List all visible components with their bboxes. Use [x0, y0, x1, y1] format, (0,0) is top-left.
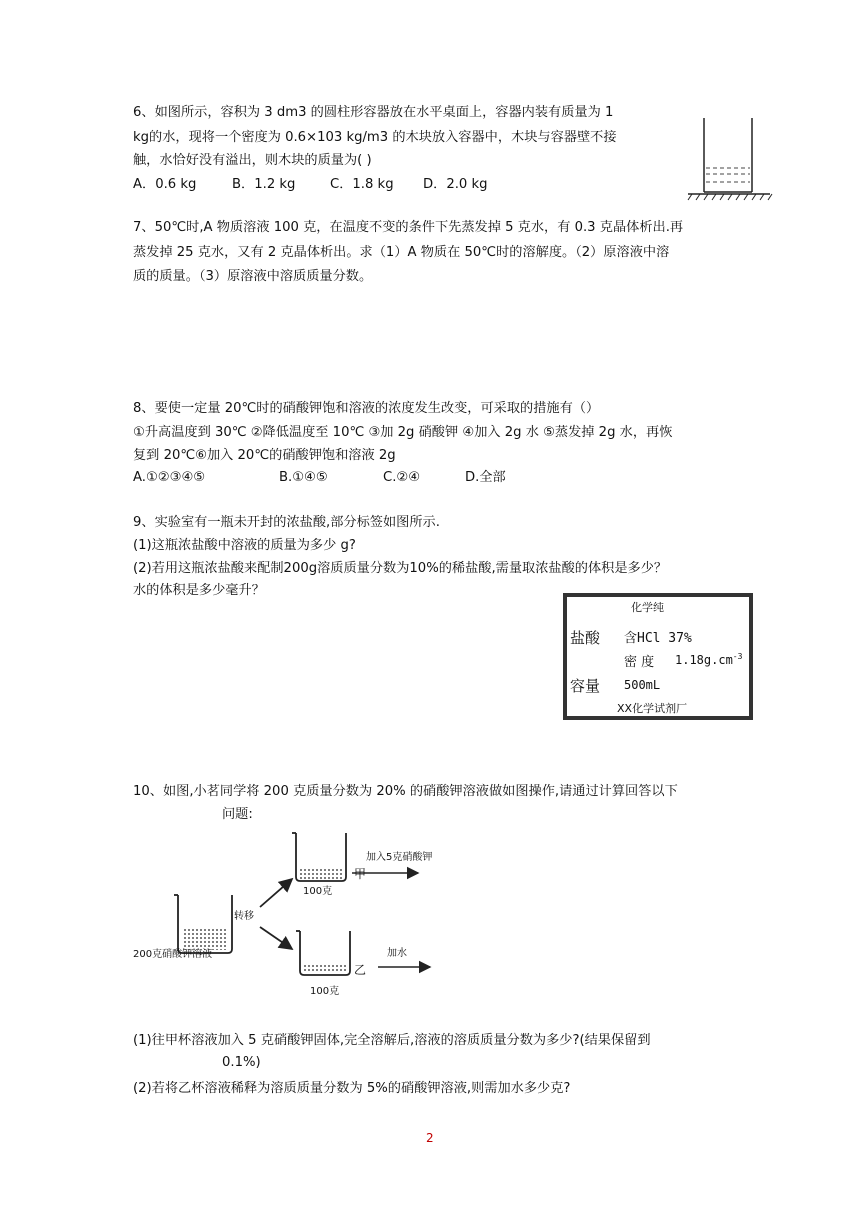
diagram-beaker-b-action: 加水 — [387, 948, 407, 959]
label-density-label: 密 度 — [624, 655, 655, 670]
q9-text-line-3: (2)若用这瓶浓盐酸来配制200g溶质质量分数为10%的稀盐酸,需量取浓盐酸的体积是多少？ — [133, 561, 668, 576]
q10-sub1-line-1: (1)往甲杯溶液加入 5 克硝酸钾固体,完全溶解后,溶液的溶质质量分数为多少?(结果保留到 — [133, 1033, 651, 1048]
q9-text-line-2: (1)这瓶浓盐酸中溶液的质量为多少 g? — [133, 538, 356, 553]
q6-option-c: C．1.8 kg — [330, 177, 394, 192]
label-volume-label: 容量 — [570, 677, 601, 695]
q10-text-line-2: 问题: — [222, 807, 253, 822]
q8-option-a: A.①②③④⑤ — [133, 470, 206, 485]
q8-text-line-3: 复到 20℃⑥加入 20℃的硝酸钾饱和溶液 2g — [133, 448, 396, 463]
q8-option-c: C.②④ — [383, 470, 421, 485]
beaker-b-icon — [296, 931, 350, 975]
q6-text-line-2: kg的水，现将一个密度为 0.6×103 kg/m3 的木块放入容器中，木块与容器壁不接 — [133, 130, 617, 145]
q10-sub2: (2)若将乙杯溶液稀释为溶质质量分数为 5%的硝酸钾溶液,则需加水多少克? — [133, 1081, 571, 1096]
q8-option-b: B.①④⑤ — [279, 470, 328, 485]
label-density-exponent: -3 — [732, 652, 743, 661]
diagram-beaker-a-name: 甲 — [354, 867, 367, 881]
diagram-beaker-a-action: 加入5克硝酸钾 — [366, 852, 433, 863]
label-acid: 盐酸 — [570, 629, 601, 647]
q6-option-d: D．2.0 kg — [423, 177, 488, 192]
container-figure — [686, 112, 776, 202]
q7-text-line-3: 质的质量。（3）原溶液中溶质质量分数。 — [133, 269, 373, 284]
diagram-beaker-b-name: 乙 — [354, 963, 367, 977]
q7-text-line-1: 7、50℃时,A 物质溶液 100 克，在温度不变的条件下先蒸发掉 5 克水，有 0.3 克晶体析出.再 — [133, 220, 684, 235]
q6-text-line-3: 触，水恰好没有溢出，则木块的质量为( ) — [133, 153, 372, 168]
page-number: 2 — [426, 1131, 434, 1145]
q9-text-line-4: 水的体积是多少毫升？ — [133, 583, 265, 598]
diagram-beaker-b-mass: 100克 — [310, 986, 340, 997]
label-volume-value: 500mL — [624, 678, 661, 692]
label-density-value: $1.18g.cm^{-3}$ — [675, 652, 743, 667]
q8-text-line-2: ①升高温度到 30℃ ②降低温度至 10℃ ③加 2g 硝酸钾 ④加入 2g 水 ⑤蒸发掉 2g 水，再恢 — [133, 425, 673, 440]
q10-sub1-line-2: 0.1%) — [222, 1055, 261, 1070]
beaker-a-icon — [292, 833, 346, 881]
diagram-source-label: 200克硝酸钾溶液 — [133, 949, 213, 960]
label-maker: XX化学试剂厂 — [617, 702, 688, 715]
q9-text-line-1: 9、实验室有一瓶未开封的浓盐酸,部分标签如图所示. — [133, 515, 440, 530]
arrow-to-a-icon — [260, 879, 292, 907]
q6-text-line-1: 6、如图所示，容积为 3 dm3 的圆柱形容器放在水平桌面上，容器内装有质量为 1 — [133, 105, 614, 120]
q6-option-a: A．0.6 kg — [133, 177, 197, 192]
reagent-label — [563, 593, 753, 720]
q8-text-line-1: 8、要使一定量 20℃时的硝酸钾饱和溶液的浓度发生改变，可采取的措施有（） — [133, 401, 600, 416]
label-title: 化学纯 — [631, 601, 664, 614]
arrow-to-b-icon — [260, 927, 292, 949]
q6-option-b: B．1.2 kg — [232, 177, 296, 192]
q8-option-d: D.全部 — [465, 470, 506, 485]
diagram-beaker-a-mass: 100克 — [303, 886, 333, 897]
diagram-transfer-label: 转移 — [234, 911, 254, 922]
q7-text-line-2: 蒸发掉 25 克水，又有 2 克晶体析出。求（1）A 物质在 50℃时的溶解度。（2）原溶液中溶 — [133, 245, 670, 260]
q10-text-line-1: 10、如图,小茗同学将 200 克质量分数为 20% 的硝酸钾溶液做如图操作,请通过计算回答以下 — [133, 784, 678, 799]
label-content: 含HCl 37% — [624, 631, 692, 646]
